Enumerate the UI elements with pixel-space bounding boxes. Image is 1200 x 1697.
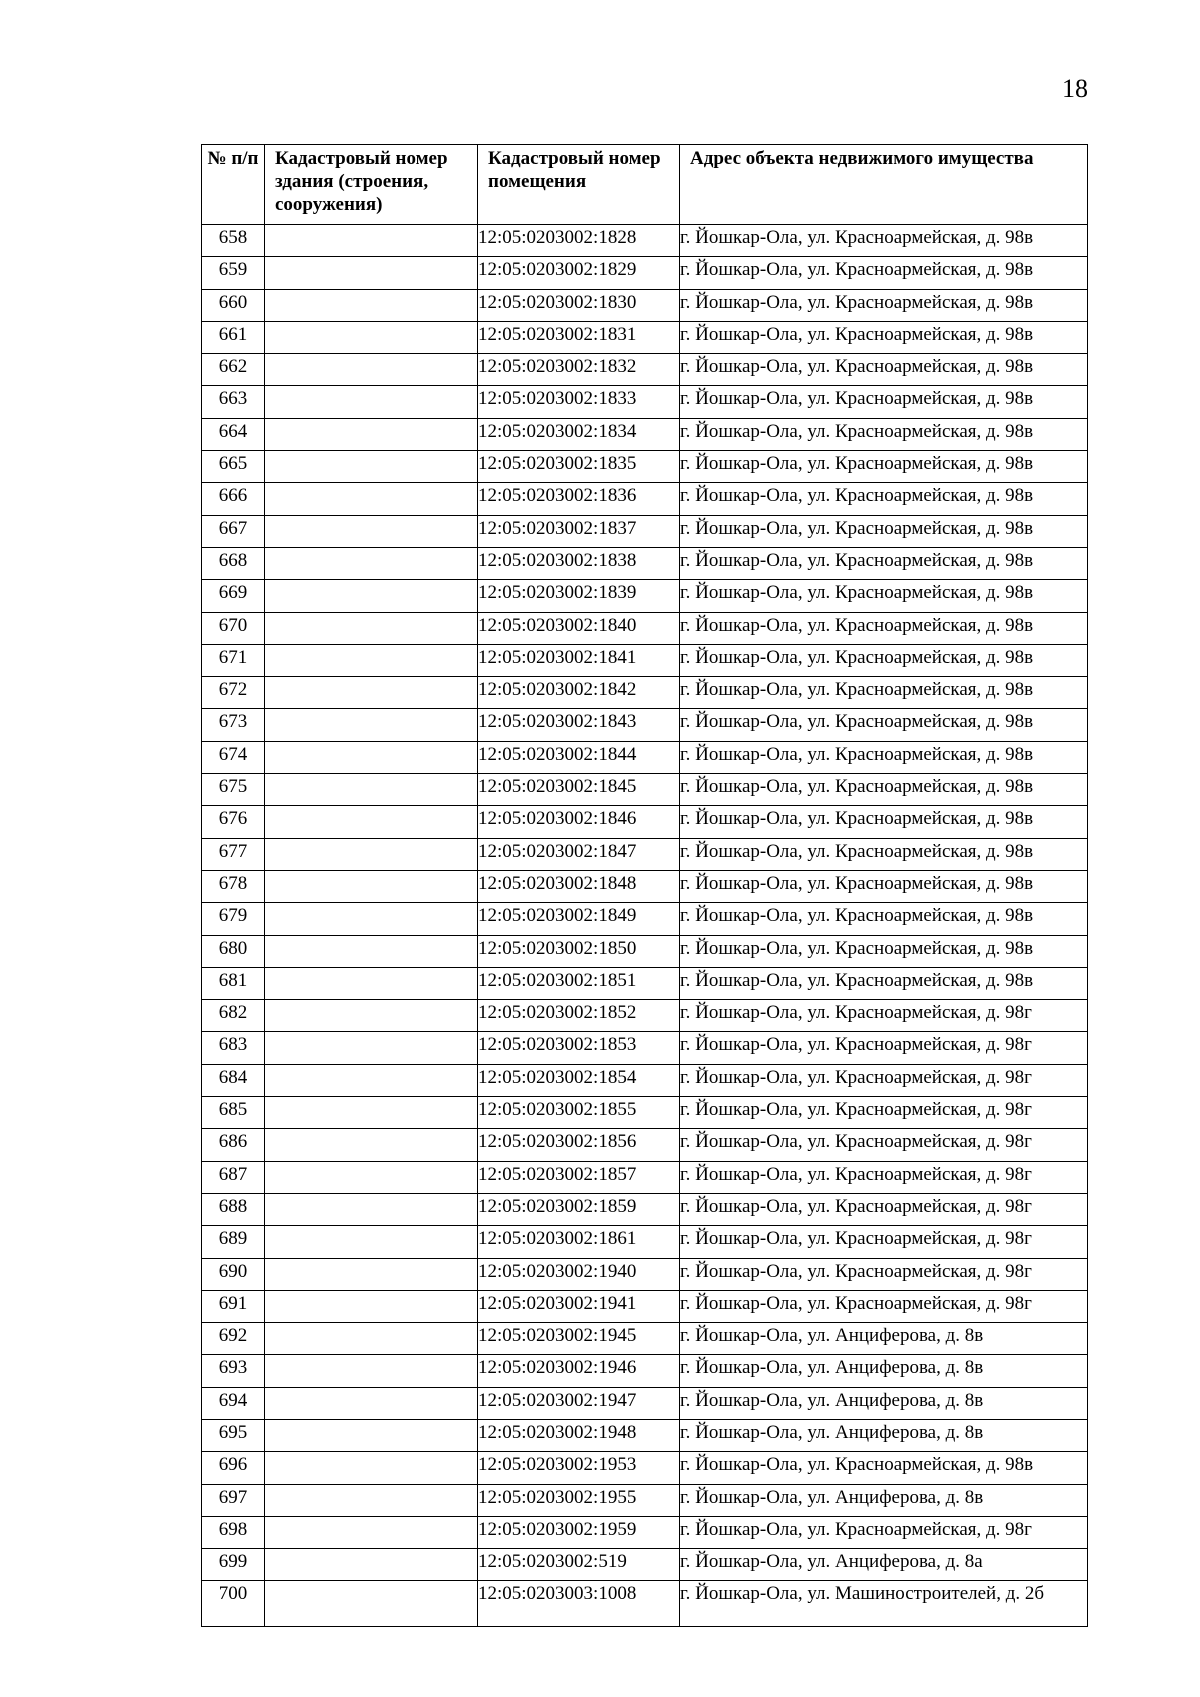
room-cadastral-cell: 12:05:0203002:1833 <box>478 386 680 418</box>
address-cell: г. Йошкар-Ола, ул. Анциферова, д. 8в <box>680 1387 1088 1419</box>
building-cadastral-cell <box>265 838 478 870</box>
building-cadastral-cell <box>265 354 478 386</box>
table-row <box>202 838 1088 870</box>
room-cadastral-cell: 12:05:0203002:1859 <box>478 1193 680 1225</box>
table-row <box>202 1193 1088 1225</box>
row-number-cell: 682 <box>202 1000 265 1032</box>
room-cadastral-cell: 12:05:0203002:1857 <box>478 1161 680 1193</box>
address-cell: г. Йошкар-Ола, ул. Красноармейская, д. 98г <box>680 1129 1088 1161</box>
building-cadastral-cell <box>265 289 478 321</box>
row-number-cell: 700 <box>202 1581 265 1627</box>
header-row-number: № п/п <box>202 145 265 225</box>
building-cadastral-cell <box>265 1161 478 1193</box>
building-cadastral-cell <box>265 1258 478 1290</box>
address-cell: г. Йошкар-Ола, ул. Красноармейская, д. 98в <box>680 838 1088 870</box>
row-number-cell: 670 <box>202 612 265 644</box>
row-number-cell: 674 <box>202 741 265 773</box>
address-cell: г. Йошкар-Ола, ул. Анциферова, д. 8а <box>680 1549 1088 1581</box>
building-cadastral-cell <box>265 967 478 999</box>
table-row <box>202 321 1088 353</box>
header-row <box>202 145 1088 225</box>
table-row <box>202 1452 1088 1484</box>
room-cadastral-cell: 12:05:0203002:1840 <box>478 612 680 644</box>
table-row <box>202 354 1088 386</box>
building-cadastral-cell <box>265 806 478 838</box>
building-cadastral-cell <box>265 451 478 483</box>
row-number-cell: 691 <box>202 1290 265 1322</box>
room-cadastral-cell: 12:05:0203002:1959 <box>478 1516 680 1548</box>
table-row <box>202 870 1088 902</box>
building-cadastral-cell <box>265 741 478 773</box>
row-number-cell: 675 <box>202 774 265 806</box>
room-cadastral-cell: 12:05:0203002:1948 <box>478 1419 680 1451</box>
header-address: Адрес объекта недвижимого имущества <box>680 145 1088 225</box>
row-number-cell: 686 <box>202 1129 265 1161</box>
room-cadastral-cell: 12:05:0203002:1856 <box>478 1129 680 1161</box>
table-row <box>202 547 1088 579</box>
address-cell: г. Йошкар-Ола, ул. Красноармейская, д. 98г <box>680 1000 1088 1032</box>
room-cadastral-cell: 12:05:0203002:1945 <box>478 1323 680 1355</box>
room-cadastral-cell: 12:05:0203002:1835 <box>478 451 680 483</box>
table-row <box>202 1000 1088 1032</box>
building-cadastral-cell <box>265 580 478 612</box>
address-cell: г. Йошкар-Ола, ул. Красноармейская, д. 98в <box>680 612 1088 644</box>
address-cell: г. Йошкар-Ола, ул. Красноармейская, д. 98в <box>680 483 1088 515</box>
table-row <box>202 1581 1088 1627</box>
address-cell: г. Йошкар-Ола, ул. Анциферова, д. 8в <box>680 1323 1088 1355</box>
row-number-cell: 664 <box>202 418 265 450</box>
header-room-cadastral: Кадастровый номер помещения <box>478 145 680 225</box>
address-cell: г. Йошкар-Ола, ул. Красноармейская, д. 98г <box>680 1290 1088 1322</box>
building-cadastral-cell <box>265 225 478 257</box>
building-cadastral-cell <box>265 1000 478 1032</box>
building-cadastral-cell <box>265 1290 478 1322</box>
header-building-cadastral: Кадастровый номер здания (строения, сооружения) <box>265 145 478 225</box>
address-cell: г. Йошкар-Ола, ул. Красноармейская, д. 98в <box>680 709 1088 741</box>
row-number-cell: 698 <box>202 1516 265 1548</box>
room-cadastral-cell: 12:05:0203002:1854 <box>478 1064 680 1096</box>
room-cadastral-cell: 12:05:0203002:1831 <box>478 321 680 353</box>
address-cell: г. Йошкар-Ола, ул. Красноармейская, д. 98в <box>680 741 1088 773</box>
room-cadastral-cell: 12:05:0203002:1847 <box>478 838 680 870</box>
table-row <box>202 612 1088 644</box>
table-row <box>202 1290 1088 1322</box>
row-number-cell: 669 <box>202 580 265 612</box>
row-number-cell: 661 <box>202 321 265 353</box>
building-cadastral-cell <box>265 1484 478 1516</box>
row-number-cell: 660 <box>202 289 265 321</box>
row-number-cell: 672 <box>202 677 265 709</box>
address-cell: г. Йошкар-Ола, ул. Красноармейская, д. 98в <box>680 321 1088 353</box>
building-cadastral-cell <box>265 515 478 547</box>
table-row <box>202 225 1088 257</box>
building-cadastral-cell <box>265 1193 478 1225</box>
address-cell: г. Йошкар-Ола, ул. Красноармейская, д. 98в <box>680 677 1088 709</box>
address-cell: г. Йошкар-Ола, ул. Красноармейская, д. 98в <box>680 870 1088 902</box>
address-cell: г. Йошкар-Ола, ул. Красноармейская, д. 98в <box>680 774 1088 806</box>
table-row <box>202 806 1088 838</box>
table-row <box>202 1323 1088 1355</box>
address-cell: г. Йошкар-Ола, ул. Красноармейская, д. 98в <box>680 225 1088 257</box>
table-row <box>202 1226 1088 1258</box>
row-number-cell: 687 <box>202 1161 265 1193</box>
address-cell: г. Йошкар-Ола, ул. Красноармейская, д. 98г <box>680 1161 1088 1193</box>
building-cadastral-cell <box>265 483 478 515</box>
row-number-cell: 695 <box>202 1419 265 1451</box>
room-cadastral-cell: 12:05:0203002:1845 <box>478 774 680 806</box>
room-cadastral-cell: 12:05:0203002:1842 <box>478 677 680 709</box>
row-number-cell: 659 <box>202 257 265 289</box>
building-cadastral-cell <box>265 1387 478 1419</box>
room-cadastral-cell: 12:05:0203002:1946 <box>478 1355 680 1387</box>
building-cadastral-cell <box>265 1452 478 1484</box>
table-row <box>202 483 1088 515</box>
table-row <box>202 1161 1088 1193</box>
building-cadastral-cell <box>265 386 478 418</box>
address-cell: г. Йошкар-Ола, ул. Красноармейская, д. 98г <box>680 1064 1088 1096</box>
address-cell: г. Йошкар-Ола, ул. Красноармейская, д. 98г <box>680 1516 1088 1548</box>
address-cell: г. Йошкар-Ола, ул. Красноармейская, д. 98в <box>680 386 1088 418</box>
room-cadastral-cell: 12:05:0203002:1940 <box>478 1258 680 1290</box>
room-cadastral-cell: 12:05:0203002:1947 <box>478 1387 680 1419</box>
row-number-cell: 671 <box>202 644 265 676</box>
table-row <box>202 935 1088 967</box>
address-cell: г. Йошкар-Ола, ул. Красноармейская, д. 98в <box>680 354 1088 386</box>
table-row <box>202 580 1088 612</box>
row-number-cell: 697 <box>202 1484 265 1516</box>
row-number-cell: 676 <box>202 806 265 838</box>
table-row <box>202 774 1088 806</box>
address-cell: г. Йошкар-Ола, ул. Красноармейская, д. 98в <box>680 903 1088 935</box>
address-cell: г. Йошкар-Ола, ул. Красноармейская, д. 98в <box>680 580 1088 612</box>
table-row <box>202 1258 1088 1290</box>
building-cadastral-cell <box>265 547 478 579</box>
room-cadastral-cell: 12:05:0203002:1955 <box>478 1484 680 1516</box>
table-row <box>202 1032 1088 1064</box>
room-cadastral-cell: 12:05:0203002:1851 <box>478 967 680 999</box>
row-number-cell: 689 <box>202 1226 265 1258</box>
room-cadastral-cell: 12:05:0203002:1829 <box>478 257 680 289</box>
table-body <box>202 225 1088 1627</box>
address-cell: г. Йошкар-Ола, ул. Анциферова, д. 8в <box>680 1355 1088 1387</box>
row-number-cell: 667 <box>202 515 265 547</box>
address-cell: г. Йошкар-Ола, ул. Красноармейская, д. 98в <box>680 1452 1088 1484</box>
building-cadastral-cell <box>265 1226 478 1258</box>
address-cell: г. Йошкар-Ола, ул. Красноармейская, д. 98в <box>680 289 1088 321</box>
room-cadastral-cell: 12:05:0203002:1828 <box>478 225 680 257</box>
address-cell: г. Йошкар-Ола, ул. Красноармейская, д. 98г <box>680 1097 1088 1129</box>
table-header <box>202 145 1088 225</box>
building-cadastral-cell <box>265 1581 478 1627</box>
address-cell: г. Йошкар-Ола, ул. Красноармейская, д. 98г <box>680 1193 1088 1225</box>
row-number-cell: 677 <box>202 838 265 870</box>
address-cell: г. Йошкар-Ола, ул. Красноармейская, д. 98в <box>680 806 1088 838</box>
building-cadastral-cell <box>265 1032 478 1064</box>
room-cadastral-cell: 12:05:0203002:1852 <box>478 1000 680 1032</box>
row-number-cell: 694 <box>202 1387 265 1419</box>
building-cadastral-cell <box>265 321 478 353</box>
table-row <box>202 451 1088 483</box>
page-number: 18 <box>1062 74 1088 103</box>
room-cadastral-cell: 12:05:0203002:1846 <box>478 806 680 838</box>
room-cadastral-cell: 12:05:0203002:1841 <box>478 644 680 676</box>
row-number-cell: 699 <box>202 1549 265 1581</box>
row-number-cell: 685 <box>202 1097 265 1129</box>
address-cell: г. Йошкар-Ола, ул. Красноармейская, д. 98г <box>680 1258 1088 1290</box>
room-cadastral-cell: 12:05:0203002:1848 <box>478 870 680 902</box>
property-registry-table <box>201 144 1088 1627</box>
row-number-cell: 679 <box>202 903 265 935</box>
building-cadastral-cell <box>265 644 478 676</box>
row-number-cell: 658 <box>202 225 265 257</box>
building-cadastral-cell <box>265 774 478 806</box>
row-number-cell: 680 <box>202 935 265 967</box>
table-row <box>202 903 1088 935</box>
building-cadastral-cell <box>265 1516 478 1548</box>
room-cadastral-cell: 12:05:0203002:1834 <box>478 418 680 450</box>
table-row <box>202 257 1088 289</box>
row-number-cell: 684 <box>202 1064 265 1096</box>
building-cadastral-cell <box>265 418 478 450</box>
room-cadastral-cell: 12:05:0203002:1844 <box>478 741 680 773</box>
address-cell: г. Йошкар-Ола, ул. Анциферова, д. 8в <box>680 1419 1088 1451</box>
row-number-cell: 665 <box>202 451 265 483</box>
row-number-cell: 666 <box>202 483 265 515</box>
table-row <box>202 741 1088 773</box>
room-cadastral-cell: 12:05:0203002:1861 <box>478 1226 680 1258</box>
room-cadastral-cell: 12:05:0203002:1941 <box>478 1290 680 1322</box>
building-cadastral-cell <box>265 257 478 289</box>
row-number-cell: 696 <box>202 1452 265 1484</box>
row-number-cell: 668 <box>202 547 265 579</box>
room-cadastral-cell: 12:05:0203002:1838 <box>478 547 680 579</box>
table-row <box>202 418 1088 450</box>
room-cadastral-cell: 12:05:0203003:1008 <box>478 1581 680 1627</box>
room-cadastral-cell: 12:05:0203002:1837 <box>478 515 680 547</box>
row-number-cell: 662 <box>202 354 265 386</box>
table-row <box>202 289 1088 321</box>
room-cadastral-cell: 12:05:0203002:1843 <box>478 709 680 741</box>
row-number-cell: 693 <box>202 1355 265 1387</box>
room-cadastral-cell: 12:05:0203002:1839 <box>478 580 680 612</box>
row-number-cell: 673 <box>202 709 265 741</box>
room-cadastral-cell: 12:05:0203002:1849 <box>478 903 680 935</box>
building-cadastral-cell <box>265 1097 478 1129</box>
building-cadastral-cell <box>265 677 478 709</box>
row-number-cell: 663 <box>202 386 265 418</box>
address-cell: г. Йошкар-Ола, ул. Красноармейская, д. 98в <box>680 451 1088 483</box>
room-cadastral-cell: 12:05:0203002:1850 <box>478 935 680 967</box>
building-cadastral-cell <box>265 1064 478 1096</box>
table-row <box>202 1484 1088 1516</box>
building-cadastral-cell <box>265 1355 478 1387</box>
table-row <box>202 1387 1088 1419</box>
address-cell: г. Йошкар-Ола, ул. Анциферова, д. 8в <box>680 1484 1088 1516</box>
table-row <box>202 1355 1088 1387</box>
table-row <box>202 1549 1088 1581</box>
row-number-cell: 692 <box>202 1323 265 1355</box>
row-number-cell: 688 <box>202 1193 265 1225</box>
row-number-cell: 683 <box>202 1032 265 1064</box>
building-cadastral-cell <box>265 1129 478 1161</box>
table-row <box>202 644 1088 676</box>
address-cell: г. Йошкар-Ола, ул. Красноармейская, д. 98г <box>680 1032 1088 1064</box>
row-number-cell: 678 <box>202 870 265 902</box>
address-cell: г. Йошкар-Ола, ул. Красноармейская, д. 98в <box>680 547 1088 579</box>
room-cadastral-cell: 12:05:0203002:1953 <box>478 1452 680 1484</box>
building-cadastral-cell <box>265 870 478 902</box>
row-number-cell: 690 <box>202 1258 265 1290</box>
building-cadastral-cell <box>265 1419 478 1451</box>
address-cell: г. Йошкар-Ола, ул. Красноармейская, д. 98в <box>680 515 1088 547</box>
table-row <box>202 677 1088 709</box>
table-row <box>202 515 1088 547</box>
table-row <box>202 1516 1088 1548</box>
room-cadastral-cell: 12:05:0203002:1836 <box>478 483 680 515</box>
address-cell: г. Йошкар-Ола, ул. Красноармейская, д. 98в <box>680 935 1088 967</box>
building-cadastral-cell <box>265 1549 478 1581</box>
address-cell: г. Йошкар-Ола, ул. Красноармейская, д. 98в <box>680 418 1088 450</box>
building-cadastral-cell <box>265 612 478 644</box>
row-number-cell: 681 <box>202 967 265 999</box>
address-cell: г. Йошкар-Ола, ул. Машиностроителей, д. 2б <box>680 1581 1088 1627</box>
table-row <box>202 709 1088 741</box>
room-cadastral-cell: 12:05:0203002:1855 <box>478 1097 680 1129</box>
table-row <box>202 1419 1088 1451</box>
table-row <box>202 967 1088 999</box>
table-row <box>202 1129 1088 1161</box>
room-cadastral-cell: 12:05:0203002:1853 <box>478 1032 680 1064</box>
address-cell: г. Йошкар-Ола, ул. Красноармейская, д. 98г <box>680 1226 1088 1258</box>
table-row <box>202 1064 1088 1096</box>
building-cadastral-cell <box>265 903 478 935</box>
building-cadastral-cell <box>265 709 478 741</box>
building-cadastral-cell <box>265 935 478 967</box>
address-cell: г. Йошкар-Ола, ул. Красноармейская, д. 98в <box>680 644 1088 676</box>
building-cadastral-cell <box>265 1323 478 1355</box>
room-cadastral-cell: 12:05:0203002:1832 <box>478 354 680 386</box>
address-cell: г. Йошкар-Ола, ул. Красноармейская, д. 98в <box>680 967 1088 999</box>
address-cell: г. Йошкар-Ола, ул. Красноармейская, д. 98в <box>680 257 1088 289</box>
room-cadastral-cell: 12:05:0203002:519 <box>478 1549 680 1581</box>
room-cadastral-cell: 12:05:0203002:1830 <box>478 289 680 321</box>
table-row <box>202 386 1088 418</box>
table-row <box>202 1097 1088 1129</box>
